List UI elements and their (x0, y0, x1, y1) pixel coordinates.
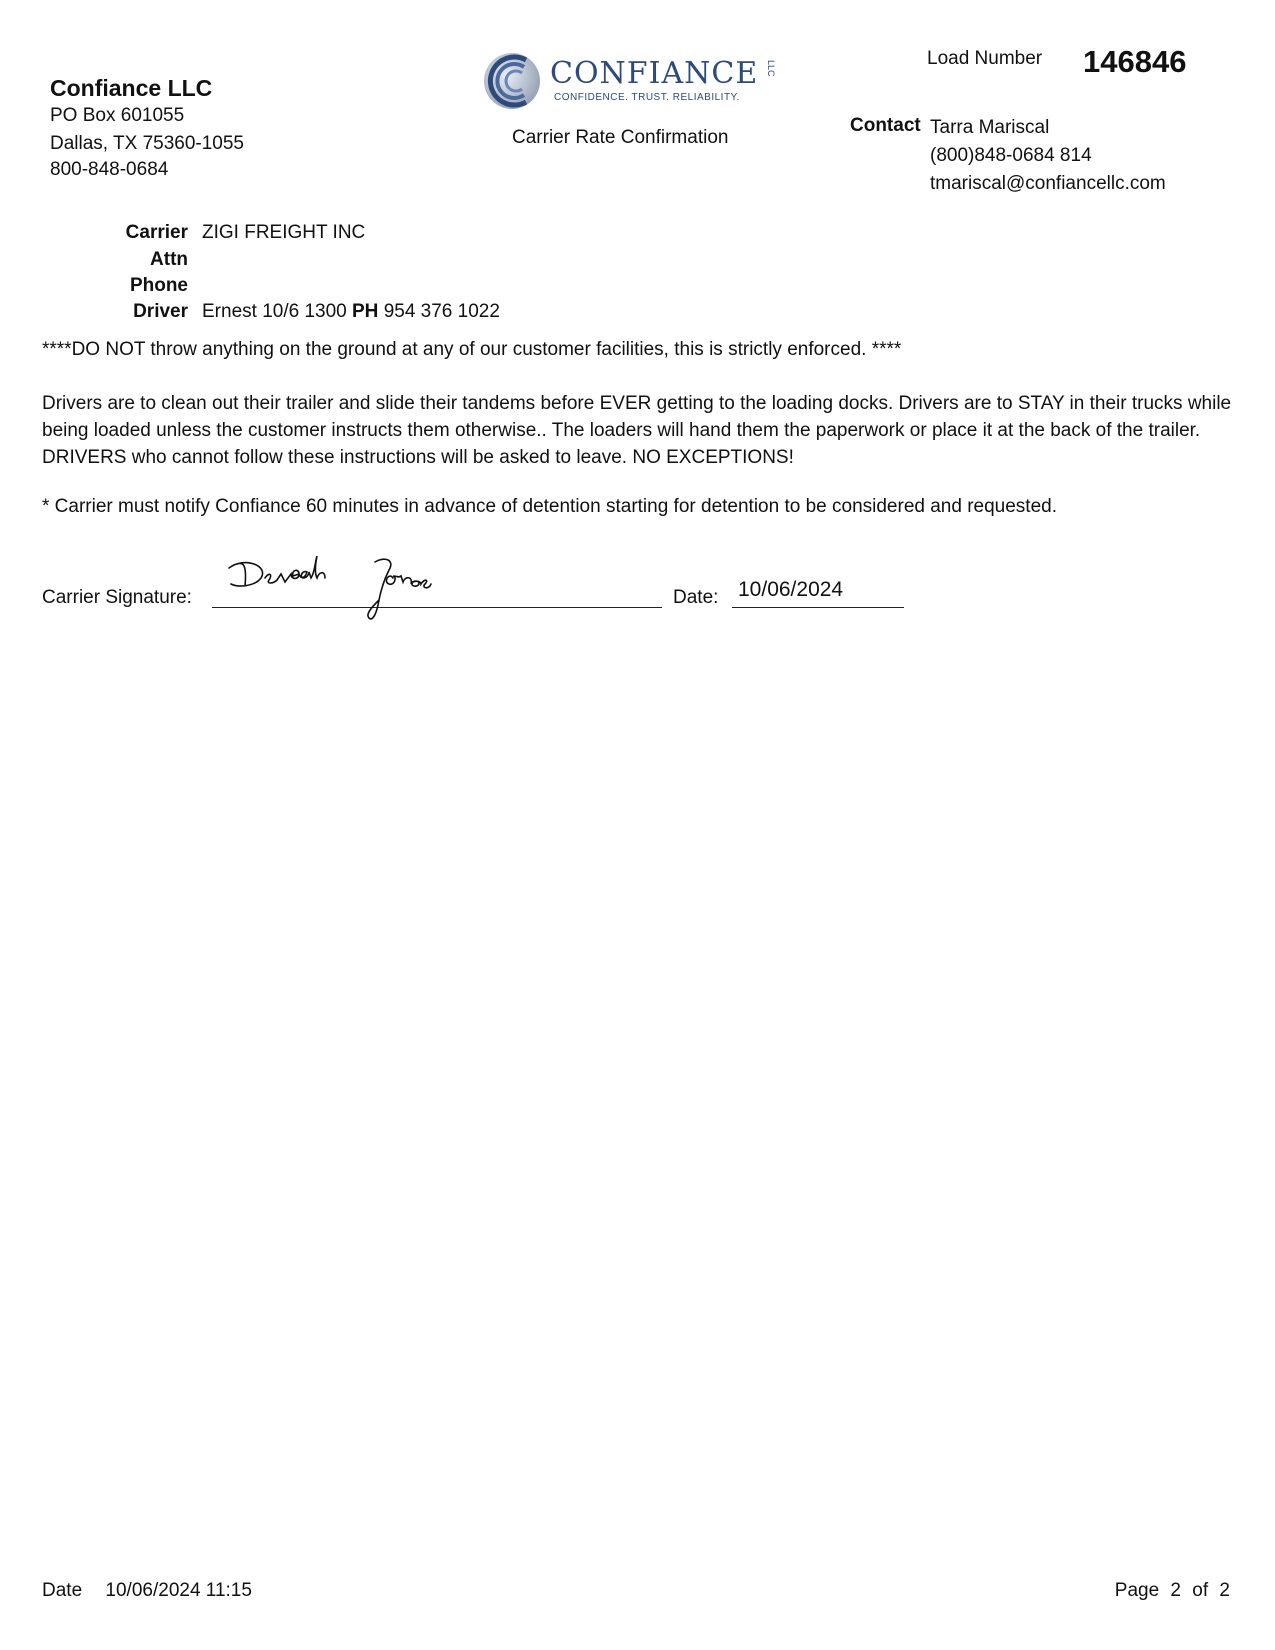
contact-phone: (800)848-0684 814 (930, 145, 1092, 166)
driver-label: Driver (133, 301, 188, 322)
phone-label: Phone (129, 275, 188, 296)
page-label: Page (1114, 1580, 1160, 1601)
page-of: of (1192, 1580, 1209, 1601)
signature-date-label: Date: (673, 587, 719, 608)
page-indicator (1115, 1580, 1230, 1602)
swirl-logo-icon (482, 50, 544, 112)
attn-label: Attn (150, 249, 188, 270)
footer-date-label: Date (42, 1580, 83, 1601)
contact-email: tmariscal@confiancellc.com (930, 173, 1166, 194)
document-title: Carrier Rate Confirmation (512, 127, 729, 148)
company-address-line2: Dallas, TX 75360-1055 (50, 133, 244, 154)
page-total: 2 (1219, 1580, 1230, 1601)
logo-suffix: LLC (766, 60, 776, 77)
carrier-label: Carrier (125, 222, 188, 243)
company-name: Confiance LLC (50, 75, 213, 101)
footer-date (42, 1580, 252, 1602)
driver-phone: 954 376 1022 (383, 301, 500, 322)
drivers-notice: Drivers are to clean out their trailer and slide their tandems before EVER getting to the loading docks. Drivers are to STAY in their trucks while being loaded unless the customer instructs them otherwise.. The loaders will hand them the paperwork or place it at the back of the trailer. DRIVERS who cannot follow these instructions will be asked to leave. NO EXCEPTIONS! (42, 393, 1232, 468)
driver-value (202, 301, 500, 323)
load-number: 146846 (1083, 44, 1187, 79)
company-phone: 800-848-0684 (50, 159, 169, 180)
carrier-value: ZIGI FREIGHT INC (202, 222, 366, 243)
contact-name: Tarra Mariscal (930, 117, 1050, 138)
page-current: 2 (1170, 1580, 1181, 1601)
logo-tagline: CONFIDENCE. TRUST. RELIABILITY. (554, 92, 740, 103)
load-number-label: Load Number (927, 48, 1043, 69)
ground-notice: ****DO NOT throw anything on the ground at any of our customer facilities, this is strictly enforced. **** (42, 339, 902, 360)
confiance-logo (482, 50, 782, 112)
date-line (732, 607, 904, 608)
footer-date-value: 10/06/2024 11:15 (105, 1580, 252, 1601)
detention-notice: * Carrier must notify Confiance 60 minutes in advance of detention starting for detention to be considered and requested. (42, 496, 1057, 517)
handwritten-signature (225, 556, 485, 626)
company-address-line1: PO Box 601055 (50, 105, 185, 126)
contact-label: Contact (850, 115, 921, 136)
carrier-signature-label: Carrier Signature: (42, 587, 192, 608)
signature-date-value: 10/06/2024 (738, 578, 844, 601)
driver-name-time: Ernest 10/6 1300 (202, 301, 347, 322)
driver-ph-label: PH (352, 301, 379, 322)
logo-wordmark: CONFIANCE (550, 56, 759, 91)
